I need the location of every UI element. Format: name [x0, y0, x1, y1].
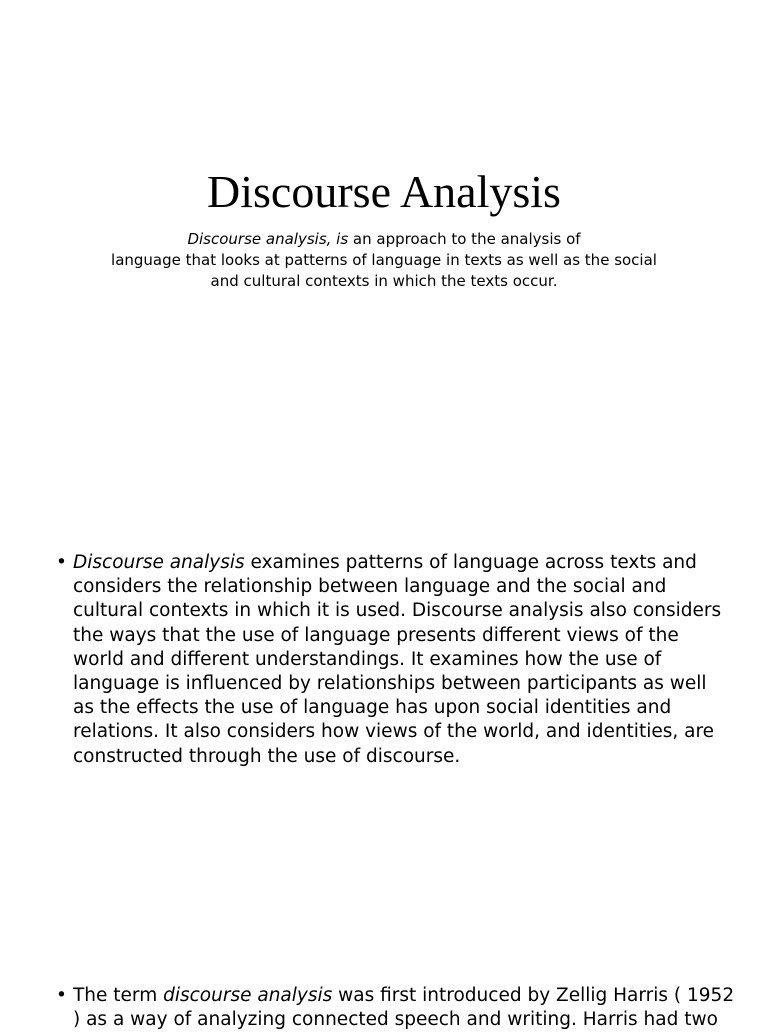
subtitle-line-1: [90, 229, 678, 250]
bullet-line: cultural contexts in which it is used. Discourse analysis also considers: [73, 600, 722, 622]
bullet-line: world and different understandings. It examines how the use of: [73, 648, 662, 670]
bullet-text: [73, 984, 734, 1032]
subtitle-line-3: and cultural contexts in which the texts occur.: [210, 272, 558, 290]
subtitle-line-1-rest: an approach to the analysis of: [348, 230, 581, 248]
bullet-line: [73, 551, 721, 575]
slide-title: Discourse Analysis: [207, 166, 561, 217]
bullet-italic-lead: Discourse analysis: [73, 552, 245, 573]
bullet-line: constructed through the use of discourse.: [73, 745, 461, 767]
subtitle-line-2: language that looks at patterns of language in texts as well as the social: [111, 251, 657, 269]
bullet-text: [73, 551, 721, 769]
bullet-pre: The term: [73, 985, 164, 1006]
bullet-line: [73, 984, 734, 1008]
bullet-discourse-analysis: [56, 551, 722, 769]
bullet-marker: •: [56, 552, 67, 573]
bullet-line: ) as a way of analyzing connected speech and writing. Harris had two: [73, 1009, 718, 1031]
slide-subtitle: [90, 229, 678, 292]
bullet-line: considers the relationship between language and the social and: [73, 576, 667, 598]
bullet-marker: •: [56, 985, 67, 1006]
bullet-italic-term: discourse analysis: [163, 985, 333, 1006]
bullet-post: was first introduced by Zellig Harris ( 1952: [332, 985, 735, 1006]
subtitle-italic-lead: Discourse analysis, is: [187, 230, 349, 248]
bullet-line: language is influenced by relationships between participants as well: [73, 673, 707, 695]
bullet-line: the ways that the use of language presents different views of the: [73, 624, 679, 646]
bullet-line: as the effects the use of language has upon social identities and: [73, 697, 672, 719]
bullet-term-history: [56, 984, 736, 1032]
bullet-line-rest: examines patterns of language across texts and: [244, 552, 697, 573]
bullet-line: relations. It also considers how views of the world, and identities, are: [73, 721, 715, 743]
